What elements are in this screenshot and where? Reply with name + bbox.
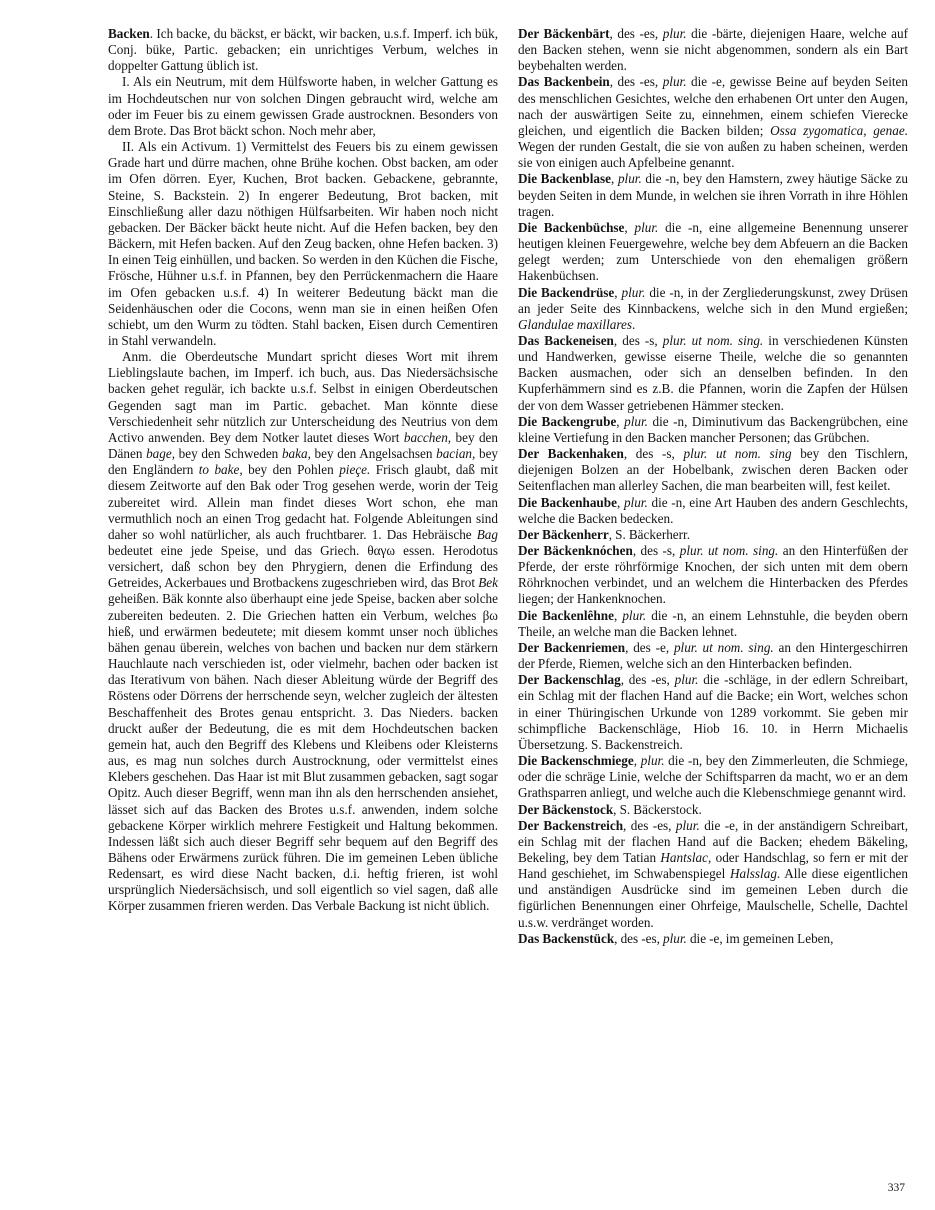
body-text: , des -es, [609, 74, 663, 90]
italic-term: Ossa zygomatica, genae. [770, 122, 908, 138]
headword: Die Backenschmiege [518, 753, 634, 769]
headword: Der Bäckenknóchen [518, 543, 633, 558]
body-text: , oder Handschlag, so fern er mit der Hand geschiehet, im Schwabenspiegel [518, 849, 908, 882]
italic-term: plur. [662, 74, 687, 90]
headword: Das Backenstück [518, 930, 615, 946]
entry-backenbuechse [518, 220, 908, 285]
body-text: die -n, Diminutivum das Backengrübchen, eine kleine Vertiefung in den Backen mancher Personen; das Grübchen. [518, 413, 908, 445]
italic-term: plur. [621, 284, 646, 300]
entry-backen [108, 26, 498, 74]
body-text: bey den Pohlen [242, 462, 340, 478]
italic-term: to bake, [198, 462, 243, 478]
body-text: . Alle diese eigentlichen und anständigen Ausdrücke sind im gemeinen Leben durch die figürlichen Benennungen einer Ohrfeige, Maulschelle, Schelle, Dachtel u.s.w. verdränget worden. [518, 866, 908, 930]
body-text: , des -es, [620, 672, 675, 688]
entry-backenblase [518, 171, 908, 219]
body-text: bey den Angelsachsen [310, 446, 437, 462]
entry-backenhaube [518, 495, 908, 527]
entry-backeneisen [518, 333, 908, 414]
entry-backen-activum [108, 139, 498, 349]
entry-baeckenherr [518, 527, 908, 543]
headword: Die Backendrüse [518, 284, 615, 300]
entry-backenbein [518, 74, 908, 171]
entry-backen-neutrum [108, 74, 498, 139]
entry-baeckenknochen [518, 543, 908, 608]
page-number: 337 [887, 1182, 905, 1194]
entry-backen-anmerkung [108, 349, 498, 914]
body-text: die -n, bey den Hamstern, zwey häutige Säcke zu beyden Seiten in dem Munde, in welchen sie ihren Vorrath in ihre Höhlen tragen. [518, 171, 908, 219]
body-text: die -n, bey den Zimmerleuten, die Schmiege, oder die schräge Linie, welche der Schiftsparren da macht, wo er an dem Grathsparren anliegt, und welche auch die Klebenschmiege genannt wird. [518, 753, 908, 801]
italic-term: plur. [662, 26, 687, 41]
italic-term: bage, [146, 446, 176, 462]
body-text: an den Hinterfüßen der Pferde, der erste röhrförmige Knochen, der sich unten mit dem obern Röhrknochen verbindet, und an welchem die Hinterbacken des Pferdes liegen; der Hankenknochen. [518, 543, 908, 607]
body-text: , [613, 607, 623, 623]
body-text: bey den Dänen [108, 429, 499, 462]
body-text: an den Hintergeschirren der Pferde, Riemen, welche sich an den Hinterbacken befinden. [518, 639, 908, 672]
body-text: II. Als ein Activum. 1) Vermittelst des Feuers bis zu einem gewissen Grade hart und dürre machen, ohne Brühe kochen. Obst backen, am oder im Ofen dörren. Eyer, Kuchen, Brot backen. Gebackene, gebrannte, Steine, S. Backstein. 2) In engerer Bedeutung, Brot backen, mit Einschließung aller dazu nöthigen Hülfsarbeiten. Wir haben noch nicht gebacken. Der Bäcker bäckt heute nicht. Auf die Hefen backen, bey den Bäckern, mit Hefen backen. Auf den Zeug backen, ohne Hefen backen. 3) In einen Teig einhüllen, und backen. So werden in den Küchen die Fische, Frösche, Hühner u.s.f. in Pfannen, bey den Perrückenmachern die Haare im Ofen gebacken u.s.f. 4) In weiterer Bedeutung bäckt man die Seidenhäuschen oder die Cocons, wenn man sie in einen heißen Ofen schiebt, um den Wurm zu tödten. Stahl backen, Eisen durch Cementiren in Stahl verwandeln. [108, 139, 498, 348]
italic-term: plur. [675, 817, 700, 833]
italic-term: baka, [281, 446, 311, 462]
body-text: , des -es, [614, 930, 664, 946]
italic-term: Bag [476, 526, 498, 542]
entry-backenriemen [518, 640, 908, 672]
right-column [518, 26, 908, 947]
body-text: , [614, 284, 622, 300]
body-text: , des -s, [632, 543, 680, 558]
italic-term: Bek [478, 575, 498, 591]
italic-term: plur. [634, 219, 659, 235]
body-text: die -schläge, in der edlern Schreibart, ein Schlag mit der flachen Hand auf die Backe; ein Wort, welches schon in einer Thüringischen Urkunde von 1289 vorkommt. Sie geben mir schimpfliche Backenschläge, Hiob 16. 10. in Herrn Michaelis Übersetzung. S. Backenstreich. [518, 672, 908, 752]
italic-term: plur. [623, 494, 648, 510]
body-text: die -n, in der Zergliederungskunst, zwey Drüsen an jeder Seite des Kinnbackens, welche sich in den Mund ergießen; [518, 284, 908, 316]
italic-term: plur. [622, 607, 647, 623]
italic-term: plur. [663, 930, 687, 946]
headword: Das Backeneisen [518, 332, 614, 348]
headword: Der Backenschlag [518, 672, 621, 688]
headword: Der Backenriemen [518, 639, 626, 655]
headword: Der Backenhaken [518, 446, 624, 462]
dictionary-page [108, 26, 908, 947]
headword: Die Backenbüchse [518, 219, 625, 235]
italic-term: Glandulae maxillares [518, 316, 632, 332]
entry-backenstreich [518, 818, 908, 931]
italic-term: bacchen, [403, 429, 452, 445]
headword: Die Backenlêhne [518, 607, 614, 623]
body-text: , des -es, [609, 26, 663, 41]
body-text: Wegen der runden Gestalt, die sie von außen zu haben scheinen, werden sie von einigen auch Apfelbeine genannt. [518, 139, 908, 171]
italic-term: bacian, [436, 446, 476, 462]
headword: Der Bäckenstock [518, 801, 614, 817]
body-text: Frisch glaubt, daß mit diesem Zeitworte auf den Bak oder Trog gesehen werde, worin der Teig zubereitet wird. Allein man findet dieses Wort schon, ehe man vermuthlich noch an einen Trog gedacht hat. Folgende Ableitungen sind daher so wohl natürlicher, als auch fruchtbarer. 1. Das Hebräische [108, 462, 499, 542]
left-column [108, 26, 498, 947]
headword: Das Backenbein [518, 74, 610, 90]
italic-term: pieçe. [339, 462, 371, 478]
body-text: die -n, eine Art Hauben des andern Geschlechts, welche die Backen bedecken. [518, 494, 908, 526]
body-text: in verschiedenen Künsten und Handwerken, gewisse eiserne Theile, welche die so genannten Backen ausmachen, oder sich an denselben befinden. In den Kupferhämmern sind es z.B. die Pfannen, worin die Zapfen der Hülsen der von dem Wasser getriebenen Hämmer stecken. [518, 332, 908, 413]
body-text: , S. Bäckerherr. [608, 526, 691, 542]
italic-term: Halsslag [730, 866, 777, 882]
body-text: , [616, 494, 624, 510]
italic-term: plur. ut nom. sing [683, 446, 792, 462]
body-text: bey den Schweden [175, 446, 282, 462]
italic-term: plur. [674, 672, 699, 688]
headword: Die Backenhaube [518, 494, 617, 510]
body-text: bey den Engländern [108, 446, 499, 478]
body-text: , [616, 413, 625, 429]
headword: Die Backengrube [518, 413, 617, 429]
body-text: , des -s, [623, 446, 684, 462]
italic-term: Hantslac [660, 849, 708, 865]
body-text: die -e, in der anständigern Schreibart, ein Schlag mit der flachen Hand auf die Backen; ehedem Bäkeling, Bekeling, bey dem Tatian [518, 817, 909, 865]
body-text: bedeutet eine jede Speise, und das Griech. θαγω essen. Herodotus versichert, daß schon bey den Phrygiern, denen die Erfindung des Getreides, Ackerbaues und Brotbackens zugeschrieben wird, das Brot [108, 543, 498, 591]
headword: Der Bäckenherr [518, 526, 609, 542]
italic-term: plur. ut nom. sing. [662, 332, 764, 348]
entry-backenstueck [518, 931, 908, 947]
italic-term: plur. [617, 171, 642, 187]
entry-backenschmiege [518, 753, 908, 801]
body-text: , des -e, [625, 639, 674, 655]
italic-term: plur. [640, 753, 665, 769]
entry-backenschlag [518, 672, 908, 753]
body-text: bey den Tischlern, diejenigen Bolzen an der Hobelbank, zwischen deren Backen oder Seitenflachen man allerley Sachen, die man bearbeiten will, fest keilet. [518, 446, 908, 494]
body-text: die -e, im gemeinen Leben, [686, 930, 834, 946]
italic-term: plur. [624, 413, 648, 429]
body-text: die -n, an einem Lehnstuhle, die beyden obern Theile, an welche man die Backen lehnet. [518, 607, 908, 639]
entry-backenlehne [518, 608, 908, 640]
headword: Der Bäckenbärt [518, 26, 610, 41]
italic-term: plur. ut nom. sing. [673, 639, 774, 655]
body-text: geheißen. Bäk konnte also überhaupt eine jede Speise, backen aber solche zubereiten bedeuten. 2. Die Griechen hatten ein Verbum, welches βω hieß, und erwärmen bedeutete; mit diesem kommt unser noch übliches bähen genau überein, welches von bachen und backen nur dem stärkern Hauchlaute nach verschieden ist, oder vielmehr, bachen oder backen ist das Iterativum von bähen. Nach dieser Ableitung würde der Begriff des Röstens oder Dörrens der herrschende seyn, welcher zugleich der ältesten Beschaffenheit des Brotes genau entspricht. 3. Das Nieders. backen druckt außer der Bedeutung, die es mit dem Hochdeutschen backen gemein hat, auch den Begriff des Klebens und Kleibens oder Kleisterns aus, es mag nun solches durch Austrocknung, oder vermittelst eines Klebers geschehen. Das Haar ist mit Blut zusammen gebacken, sagt sogar Opitz. Auch dieser Begriff, wenn man ihn als den herrschenden ansiehet, lässet sich auf das Backen des Brotes u.s.f. anwenden, indem solche gebackene Körper wirklich mehrere Festigkeit und Haltung bekommen. Indessen läßt sich auch dieser Begriff sehr bequem auf den Begriff des Bähens oder Erwärmens zurück führen. Die im gemeinen Leben übliche Redensart, es wird diese Nacht backen, d.i. heftig frieren, ist wohl ursprünglich Niedersächsisch, und soll eigentlich so viel sagen, daß alle Körper zusammen frieren werden. Das Verbale Backung ist nicht üblich. [108, 591, 498, 914]
body-text: , des -s, [613, 332, 663, 348]
body-text: die -n, eine allgemeine Benennung unserer heutigen kleinen Feuergewehre, welche bey dem Abfeuern an die Backen gelegt werden; zum Unterschiede von den ehemaligen größern Hakenbüchsen. [518, 219, 908, 284]
entry-backendruese [518, 285, 908, 333]
body-text: die -e, gewisse Beine auf beyden Seiten des menschlichen Gesichtes, welche den erhabenen Ort unter den Augen, nach der auswärtigen Seite zu, einnehmen, einem schiefen Vierecke gleichen, und eigentlich die Backen bilden; [518, 74, 908, 138]
body-text: die -bärte, diejenigen Haare, welche auf den Backen stehen, wenn sie nicht abgenommen, sondern als ein Bart beybehalten werden. [518, 26, 908, 74]
entry-backenbart [518, 26, 908, 74]
body-text: , [633, 753, 641, 769]
body-text: Anm. die Oberdeutsche Mundart spricht dieses Wort mit ihrem Lieblingslaute bachen, im Imperf. ich buch, aus. Das Niedersächsische backen gehet regulär, ich backte u.s.f. Selbst in einigen Oberdeutschen Gegenden sagt man im Partic. gebachet. Man könnte diese Verschiedenheit sehr nützlich zur Unterscheidung des Neutrius von dem Activo anwenden. Bey dem Notker lautet dieses Wort [108, 349, 498, 445]
body-text: , des -es, [623, 817, 676, 833]
body-text: , S. Bäckerstock. [613, 801, 702, 817]
body-text: , [611, 171, 618, 187]
body-text: I. Als ein Neutrum, mit dem Hülfsworte haben, in welcher Gattung es im Hochdeutschen nur von solchen Dingen gebraucht wird, welche am oder im Feuer bis zu einem gewissen Grade austrocknen. Besonders von dem Brote. Das Brot bäckt schon. Noch mehr aber, [108, 74, 498, 138]
body-text: . Ich backe, du bäckst, er bäckt, wir backen, u.s.f. Imperf. ich bük, Conj. büke, Partic. gebacken; ein unrichtiges Verbum, welches in doppelter Gattung üblich ist. [108, 26, 498, 74]
italic-term: plur. ut nom. sing. [679, 543, 779, 558]
body-text: . [631, 316, 636, 332]
entry-backenhaken [518, 446, 908, 494]
headword: Der Backenstreich [518, 817, 624, 833]
headword: Die Backenblase [518, 171, 612, 187]
body-text: , [624, 219, 635, 235]
headword: Backen [108, 26, 150, 41]
entry-backengrube [518, 414, 908, 446]
entry-baeckenstock [518, 802, 908, 818]
